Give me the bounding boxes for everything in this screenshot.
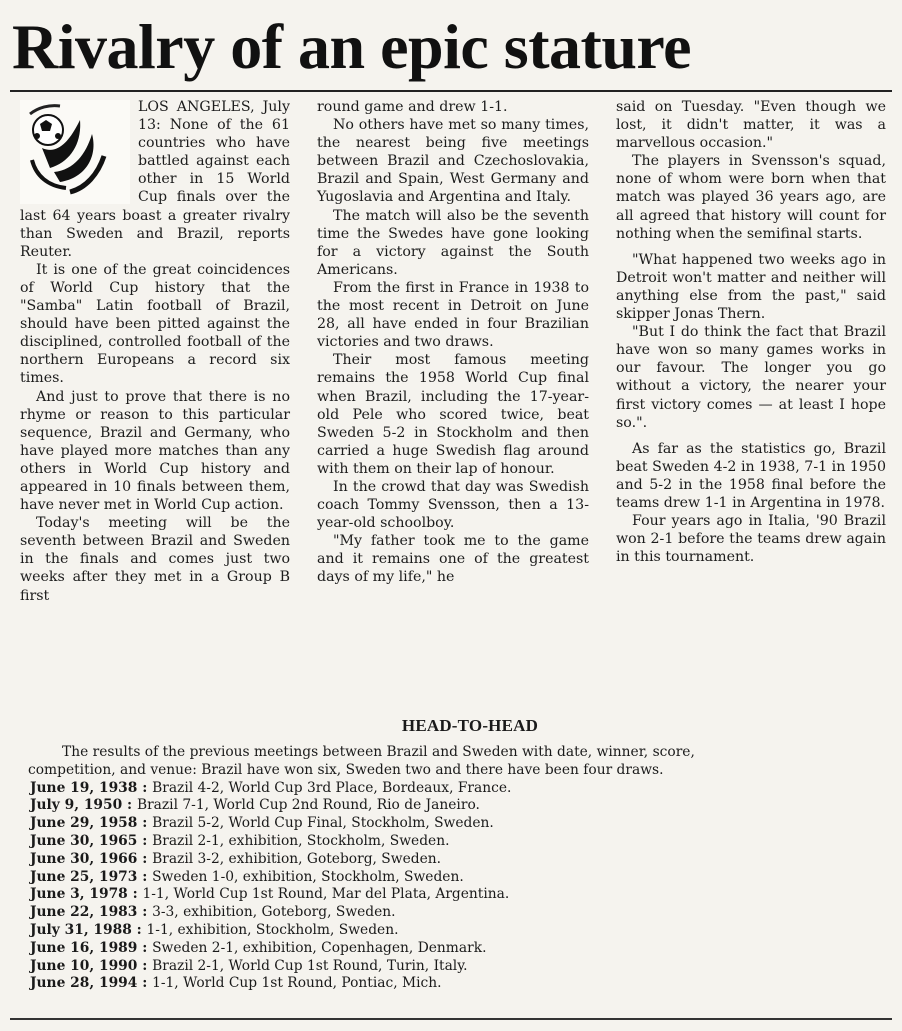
article-paragraph: In the crowd that day was Swedish coach Tommy Svensson, then a 13-year-old schoolboy. (317, 478, 589, 532)
result-separator: : (137, 850, 153, 867)
result-separator: : (122, 797, 137, 814)
head-to-head-box (10, 712, 890, 1017)
article-paragraph: Four years ago in Italia, '90 Brazil won 2-1 before the teams drew again in this tournament. (616, 513, 886, 566)
result-date: June 30, 1965 (30, 832, 138, 849)
article-paragraph: "What happened two weeks ago in Detroit won't matter and neither will anything else from the past," said skipper Jonas Thern. (616, 251, 886, 323)
head-to-head-intro (28, 744, 880, 780)
result-detail: 1-1, World Cup 1st Round, Pontiac, Mich. (152, 975, 442, 992)
result-row (30, 869, 890, 887)
article-column-2 (317, 98, 589, 587)
article-paragraph: Their most famous meeting remains the 1958 World Cup final when Brazil, including the 17-year-old Pele who scored twice, beat Sweden 5-2 in Stockholm and then carried a huge Swedish flag around with them on their lap of honour. (317, 352, 589, 477)
result-date: June 16, 1989 (30, 939, 138, 956)
article-column-3 (616, 98, 886, 566)
article-paragraph: No others have met so many times, the nearest being five meetings between Brazil and Czechoslovakia, Brazil and Spain, West Germany and Yugoslavia and Argentina and Italy. (317, 117, 589, 206)
result-separator: : (137, 975, 153, 992)
head-to-head-title: HEAD-TO-HEAD (401, 716, 539, 735)
result-detail: Brazil 5-2, World Cup Final, Stockholm, Sweden. (152, 815, 494, 832)
result-separator: : (137, 904, 153, 921)
result-row (30, 975, 890, 993)
article-paragraph: "My father took me to the game and it remains one of the greatest days of my life," he (317, 533, 589, 586)
article-paragraph: The match will also be the seventh time the Swedes have gone looking for a victory against the South Americans. (317, 207, 589, 278)
result-detail: Sweden 2-1, exhibition, Copenhagen, Denmark. (152, 939, 487, 956)
result-date: July 9, 1950 (30, 797, 123, 814)
result-date: July 31, 1988 (30, 921, 132, 938)
result-date: June 10, 1990 (30, 957, 138, 974)
result-separator: : (137, 868, 153, 885)
article-paragraph: LOS ANGELES, July 13: None of the 61 countries who have battled against each other in 15 World Cup finals over the last 64 years boast a greater rivalry than Sweden and Brazil, reports Reuter. (20, 99, 290, 260)
result-row (30, 940, 890, 958)
headline: Rivalry of an epic stature (12, 11, 692, 82)
article-paragraph: round game and drew 1-1. (317, 99, 508, 115)
result-separator: : (131, 921, 147, 938)
article-paragraph: From the first in France in 1938 to the most recent in Detroit on June 28, all have ended in four Brazilian victories and two draws. (317, 279, 589, 351)
article-column-1 (20, 98, 290, 605)
result-detail: Brazil 7-1, World Cup 2nd Round, Rio de Janeiro. (136, 797, 480, 814)
result-separator: : (137, 939, 153, 956)
result-row (30, 797, 890, 815)
result-date: June 28, 1994 (30, 975, 138, 992)
result-date: June 3, 1978 (30, 886, 128, 903)
result-separator: : (127, 886, 143, 903)
article-paragraph: It is one of the great coincidences of World Cup history that the "Samba" Latin football of Brazil, should have been pitted against the disciplined, controlled football of the northern Europeans a record six times. (20, 261, 290, 387)
head-to-head-intro-line: competition, and venue: Brazil have won six, Sweden two and there have been four draws. (28, 761, 664, 778)
result-detail: 3-3, exhibition, Goteborg, Sweden. (152, 904, 396, 921)
result-separator: : (137, 779, 153, 796)
result-separator: : (137, 957, 153, 974)
result-detail: Brazil 2-1, exhibition, Stockholm, Sweden. (152, 832, 450, 849)
result-detail: Brazil 2-1, World Cup 1st Round, Turin, Italy. (152, 957, 468, 974)
result-date: June 19, 1938 (30, 779, 138, 796)
result-row (30, 922, 890, 940)
result-separator: : (137, 815, 153, 832)
article-paragraph: The players in Svensson's squad, none of whom were born when that match was played 36 years ago, are all agreed that history will count for nothing when the semifinal starts. (616, 153, 886, 242)
result-row (30, 815, 890, 833)
article-paragraph: Today's meeting will be the seventh between Brazil and Sweden in the finals and comes just two weeks after they met in a Group B first (20, 515, 290, 604)
result-row (30, 904, 890, 922)
result-detail: 1-1, World Cup 1st Round, Mar del Plata, Argentina. (142, 886, 510, 903)
result-date: June 22, 1983 (30, 904, 138, 921)
result-row (30, 886, 890, 904)
result-date: June 30, 1966 (30, 850, 138, 867)
result-date: June 25, 1973 (30, 868, 138, 885)
result-row (30, 958, 890, 976)
result-row (30, 833, 890, 851)
article-paragraph: And just to prove that there is no rhyme or reason to this particular sequence, Brazil and Germany, who have played more matches than any others in World Cup history and appeared in 10 finals between them, have never met in World Cup action. (20, 388, 290, 514)
head-to-head-intro-line: The results of the previous meetings between Brazil and Sweden with date, winner, score, (62, 744, 695, 760)
headline-rule (10, 90, 892, 92)
article-paragraph: As far as the statistics go, Brazil beat Sweden 4-2 in 1938, 7-1 in 1950 and 5-2 in the 1958 final before the teams drew 1-1 in Argentina in 1978. (616, 440, 886, 511)
bottom-rule (10, 1018, 892, 1020)
result-separator: : (137, 832, 153, 849)
result-row (30, 851, 890, 869)
article-paragraph: "But I do think the fact that Brazil have won so many games works in our favour. The longer you go without a victory, the nearer your first victory comes — at least I hope so.". (616, 324, 886, 431)
result-detail: 1-1, exhibition, Stockholm, Sweden. (146, 921, 399, 938)
result-detail: Brazil 3-2, exhibition, Goteborg, Sweden. (152, 850, 441, 867)
results-list (30, 780, 890, 994)
article-paragraph: said on Tuesday. "Even though we lost, it didn't matter, it was a marvellous occasion." (616, 99, 886, 152)
result-detail: Sweden 1-0, exhibition, Stockholm, Sweden. (152, 868, 464, 885)
world-cup-logo-icon (20, 100, 130, 204)
result-date: June 29, 1958 (30, 815, 138, 832)
result-row (30, 780, 890, 798)
result-detail: Brazil 4-2, World Cup 3rd Place, Bordeaux, France. (152, 779, 512, 796)
